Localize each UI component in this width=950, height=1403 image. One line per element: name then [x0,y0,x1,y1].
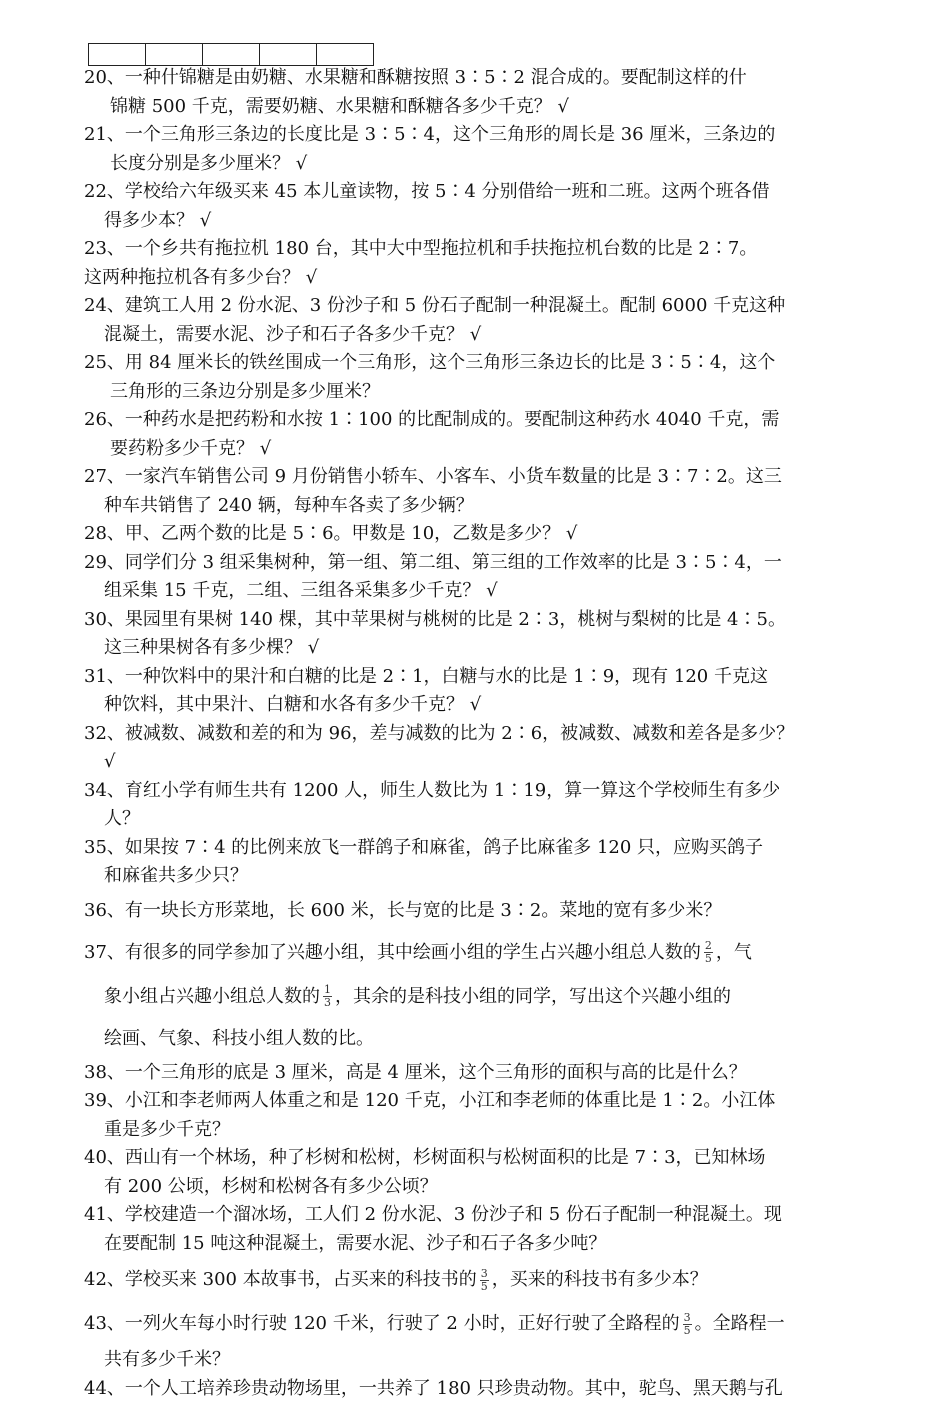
problem-20 [84,64,884,121]
fraction-denominator: 5 [480,1281,489,1293]
problem-text: 43、一列火车每小时行驶 120 千米，行驶了 2 小时，正好行驶了全路程的 [84,1313,680,1334]
problem-23 [84,235,884,292]
fraction [323,984,332,1009]
problem-text: ，买来的科技书有多少本？ [492,1269,708,1290]
fraction-denominator: 5 [704,953,713,965]
problem-25 [84,349,884,406]
problem-35 [84,834,884,891]
problem-line: 得多少本？ √ [84,207,884,236]
problem-list [84,64,884,1403]
problem-line: 三角形的三条边分别是多少厘米？ [84,378,884,407]
problem-line: 有 200 公顷，杉树和松树各有多少公顷？ [84,1173,884,1202]
answer-grid-cell [260,44,317,66]
problem-line [84,1258,884,1302]
problem-line: 41、学校建造一个溜冰场，工人们 2 份水泥、3 份沙子和 5 份石子配制一种混凝土。现 [84,1201,884,1230]
problem-text: 37、有很多的同学参加了兴趣小组，其中绘画小组的学生占兴趣小组总人数的 [84,942,701,963]
problem-text: 。全路程一 [695,1313,785,1334]
problem-line [84,1302,884,1346]
problem-42 [84,1258,884,1302]
problem-line: 21、一个三角形三条边的长度比是 3∶5∶4，这个三角形的周长是 36 厘米，三条边的 [84,121,884,150]
problem-line: 28、甲、乙两个数的比是 5∶6。甲数是 10，乙数是多少？ √ [84,520,884,549]
problem-line: 在要配制 15 吨这种混凝土，需要水泥、沙子和石子各多少吨？ [84,1230,884,1259]
problem-line: 36、有一块长方形菜地，长 600 米，长与宽的比是 3∶2。菜地的宽有多少米？ [84,891,884,931]
problem-line: 这两种拖拉机各有多少台？ √ [84,264,884,293]
problem-line: 绘画、气象、科技小组人数的比。 [84,1019,884,1059]
problem-41 [84,1201,884,1258]
problem-37 [84,931,884,1059]
fraction-denominator: 5 [683,1325,692,1337]
answer-grid-row [89,44,374,66]
problem-24 [84,292,884,349]
problem-line: 40、西山有一个林场，种了杉树和松树，杉树面积与松树面积的比是 7∶3，已知林场 [84,1144,884,1173]
problem-line: 共有多少千米？ [84,1346,884,1375]
problem-line: 要药粉多少千克？ √ [84,435,884,464]
problem-line: 重是多少千克？ [84,1116,884,1145]
problem-line: 25、用 84 厘米长的铁丝围成一个三角形，这个三角形三条边长的比是 3∶5∶4，这个 [84,349,884,378]
problem-text: 42、学校买来 300 本故事书，占买来的科技书的 [84,1269,477,1290]
fraction [683,1312,692,1337]
problem-line [84,975,884,1019]
problem-text: ，其余的是科技小组的同学，写出这个兴趣小组的 [335,986,731,1007]
problem-text: ，气 [716,942,752,963]
fraction-numerator: 3 [683,1312,692,1325]
problem-line: 27、一家汽车销售公司 9 月份销售小轿车、小客车、小货车数量的比是 3∶7∶2。这三 [84,463,884,492]
problem-32 [84,720,884,777]
fraction-numerator: 2 [704,940,713,953]
problem-36 [84,891,884,931]
problem-line: 24、建筑工人用 2 份水泥、3 份沙子和 5 份石子配制一种混凝土。配制 6000 千克这种 [84,292,884,321]
answer-grid-cell [317,44,374,66]
fraction [480,1268,489,1293]
problem-line: 这三种果树各有多少棵？ √ [84,634,884,663]
answer-grid [88,43,374,66]
problem-line: 44、一个人工培养珍贵动物场里，一共养了 180 只珍贵动物。其中，驼鸟、黑天鹅与孔 [84,1375,884,1403]
problem-line: 组采集 15 千克，二组、三组各采集多少千克？ √ [84,577,884,606]
problem-line: 34、育红小学有师生共有 1200 人，师生人数比为 1∶19，算一算这个学校师生有多少 [84,777,884,806]
problem-line: 长度分别是多少厘米？ √ [84,150,884,179]
problem-34 [84,777,884,834]
problem-26 [84,406,884,463]
problem-line: 30、果园里有果树 140 棵，其中苹果树与桃树的比是 2∶3，桃树与梨树的比是 4∶5。 [84,606,884,635]
problem-line: 人？ [84,805,884,834]
problem-line: 和麻雀共多少只？ [84,862,884,891]
problem-38 [84,1059,884,1088]
problem-line: 锦糖 500 千克，需要奶糖、水果糖和酥糖各多少千克？ √ [84,93,884,122]
problem-text: 象小组占兴趣小组总人数的 [104,986,320,1007]
problem-line: 22、学校给六年级买来 45 本儿童读物，按 5∶4 分别借给一班和二班。这两个班各借 [84,178,884,207]
answer-grid-cell [203,44,260,66]
problem-line: 39、小江和李老师两人体重之和是 120 千克，小江和李老师的体重比是 1∶2。小江体 [84,1087,884,1116]
fraction-numerator: 3 [480,1268,489,1281]
problem-22 [84,178,884,235]
fraction [704,940,713,965]
problem-28 [84,520,884,549]
problem-line: 种饮料，其中果汁、白糖和水各有多少千克？ √ [84,691,884,720]
answer-grid-cell [89,44,146,66]
problem-39 [84,1087,884,1144]
fraction-denominator: 3 [323,997,332,1009]
problem-21 [84,121,884,178]
problem-line: 35、如果按 7∶4 的比例来放飞一群鸽子和麻雀，鸽子比麻雀多 120 只，应购买鸽子 [84,834,884,863]
problem-line: 38、一个三角形的底是 3 厘米，高是 4 厘米，这个三角形的面积与高的比是什么？ [84,1059,884,1088]
problem-line [84,931,884,975]
problem-line: 32、被减数、减数和差的和为 96，差与减数的比为 2∶6，被减数、减数和差各是多少？ [84,720,884,749]
problem-line: 23、一个乡共有拖拉机 180 台，其中大中型拖拉机和手扶拖拉机台数的比是 2∶7。 [84,235,884,264]
problem-40 [84,1144,884,1201]
problem-30 [84,606,884,663]
problem-line: √ [84,748,884,777]
problem-43 [84,1302,884,1375]
problem-27 [84,463,884,520]
fraction-numerator: 1 [323,984,332,997]
problem-line: 种车共销售了 240 辆，每种车各卖了多少辆？ [84,492,884,521]
problem-31 [84,663,884,720]
problem-line: 29、同学们分 3 组采集树种，第一组、第二组、第三组的工作效率的比是 3∶5∶4，一 [84,549,884,578]
problem-44 [84,1375,884,1403]
problem-line: 31、一种饮料中的果汁和白糖的比是 2∶1，白糖与水的比是 1∶9，现有 120 千克这 [84,663,884,692]
problem-line: 20、一种什锦糖是由奶糖、水果糖和酥糖按照 3∶5∶2 混合成的。要配制这样的什 [84,64,884,93]
problem-line: 混凝土，需要水泥、沙子和石子各多少千克？ √ [84,321,884,350]
problem-29 [84,549,884,606]
answer-grid-cell [146,44,203,66]
problem-line: 26、一种药水是把药粉和水按 1∶100 的比配制成的。要配制这种药水 4040 千克，需 [84,406,884,435]
